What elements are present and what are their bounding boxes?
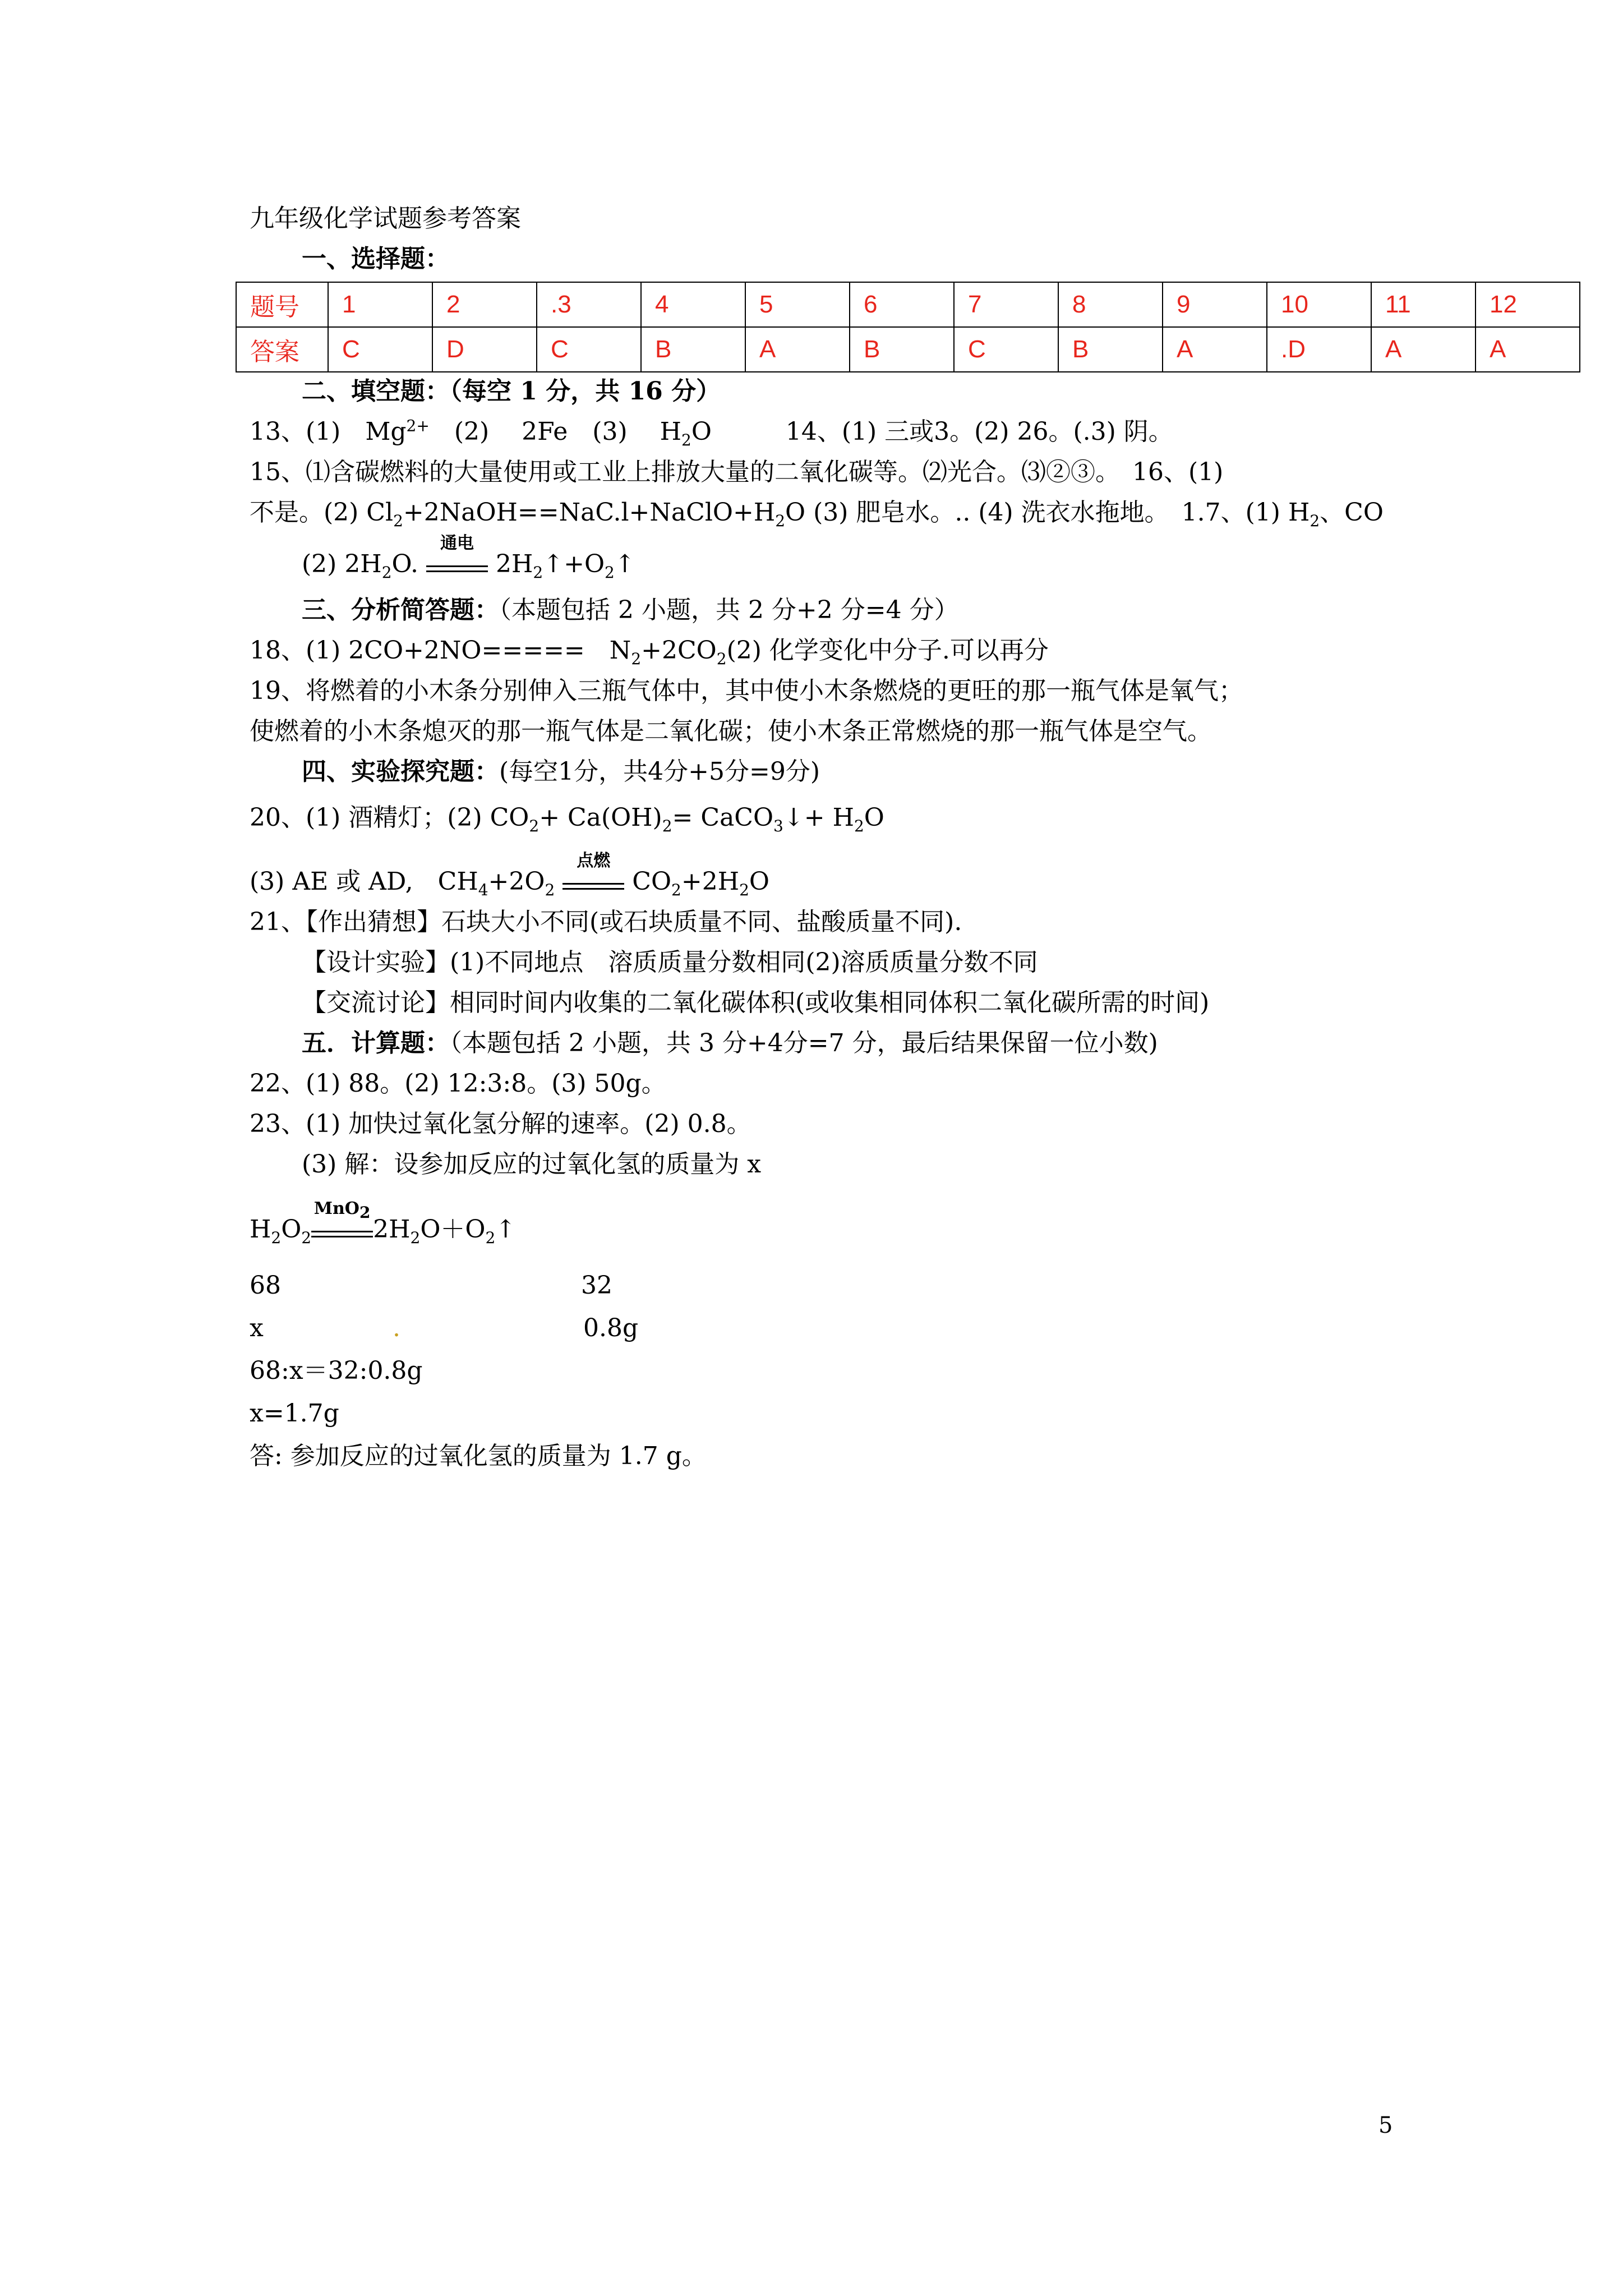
- calc-x: x: [250, 1314, 264, 1342]
- table-cell: D: [432, 327, 537, 372]
- answer-line-21b: 【设计实验】(1)不同地点 溶质质量分数相同(2)溶质质量分数不同: [302, 948, 1038, 977]
- table-answer-label: 答案: [236, 327, 328, 372]
- calc-ratio: 68:x＝32:0.8g: [250, 1356, 423, 1385]
- answer-line-18: 18、(1) 2CO+2NO===== $N_2+2CO_2(2)$ 化学变化中分子.可以再分: [250, 636, 1049, 668]
- table-cell: A: [745, 327, 850, 372]
- section-fill-heading: 二、填空题：（每空 1 分，共 16 分）: [302, 377, 721, 406]
- calc-mass-left: 68: [250, 1271, 281, 1300]
- answer-line-23b: (3) 解：设参加反应的过氧化氢的质量为 x: [302, 1150, 762, 1179]
- table-cell: 11: [1371, 282, 1476, 327]
- answer-table: [236, 282, 1580, 372]
- table-cell: 8: [1058, 282, 1163, 327]
- table-cell: B: [850, 327, 954, 372]
- table-cell: 2: [432, 282, 537, 327]
- table-cell: 6: [850, 282, 954, 327]
- table-row-answers: [236, 327, 1580, 372]
- answer-line-20b: (3) AE 或 AD, $CH_4+2O_2$ 点燃 $CO_2+2H_2O$: [250, 851, 769, 899]
- table-cell: B: [641, 327, 745, 372]
- table-header-label: 题号: [236, 282, 328, 327]
- reaction-condition: MnO$_2$: [311, 1223, 373, 1237]
- section-calc-heading: 五．计算题：（本题包括 2 小题，共 3 分+4分=7 分，最后结果保留一位小数): [302, 1029, 1158, 1057]
- answer-line-21a: 21、【作出猜想】石块大小不同(或石块质量不同、盐酸质量不同).: [250, 908, 962, 936]
- calc-result: x=1.7g: [250, 1399, 339, 1428]
- answer-line-23a: 23、(1) 加快过氧化氢分解的速率。(2) 0.8。: [250, 1110, 751, 1138]
- answer-line-19b: 使燃着的小木条熄灭的那一瓶气体是二氧化碳；使小木条正常燃烧的那一瓶气体是空气。: [250, 717, 1212, 746]
- table-cell: 12: [1476, 282, 1580, 327]
- table-row-numbers: [236, 282, 1580, 327]
- answer-line-16-17: 不是。(2) $Cl_2+2NaOH==NaC.l+NaClO+H_2O$ (3) 肥皂水。.. (4) 洗衣水拖地。 1.7、(1) $H_2$、CO: [250, 498, 1384, 530]
- table-cell: 7: [954, 282, 1058, 327]
- table-cell: A: [1476, 327, 1580, 372]
- answer-line-22: 22、(1) 88。(2) 12:3:8。(3) 50g。: [250, 1069, 666, 1098]
- answer-line-20a: 20、(1) 酒精灯；(2) $CO_2+ Ca(OH)_2=$ CaCO$_3$↓+ $H_2O$: [250, 803, 884, 835]
- answer-line-19a: 19、将燃着的小木条分别伸入三瓶气体中，其中使小木条燃烧的更旺的那一瓶气体是氧气；: [250, 677, 1243, 705]
- table-cell: B: [1058, 327, 1163, 372]
- table-cell: 1: [328, 282, 432, 327]
- table-cell: C: [537, 327, 641, 372]
- reaction-condition: 点燃: [562, 875, 624, 890]
- section-choice-heading: 一、选择题：: [302, 245, 450, 273]
- table-cell: 4: [641, 282, 745, 327]
- table-cell: .3: [537, 282, 641, 327]
- answer-line-13-14: 13、(1) $Mg^{2+}$ (2) 2Fe (3) $H_2O$ 14、(1) 三或3。(2) 26。(.3) 阴。: [250, 416, 1173, 449]
- table-cell: A: [1163, 327, 1267, 372]
- table-cell: 5: [745, 282, 850, 327]
- answer-line-15: 15、⑴含碳燃料的大量使用或工业上排放大量的二氧化碳等。⑵光合。⑶②③。 16、(1): [250, 458, 1224, 486]
- section-experiment-heading: 四、实验探究题：(每空1分，共4分+5分=9分): [302, 757, 820, 786]
- reaction-condition: 通电: [426, 558, 488, 572]
- table-cell: .D: [1267, 327, 1371, 372]
- decomposition-equation: $H_2O_2$ MnO$_2$ $2H_2O+O_2↑$: [250, 1199, 517, 1247]
- table-cell: 10: [1267, 282, 1371, 327]
- table-cell: A: [1371, 327, 1476, 372]
- table-cell: C: [328, 327, 432, 372]
- document-title: 九年级化学试题参考答案: [250, 204, 521, 233]
- calc-dot: .: [393, 1314, 400, 1342]
- answer-line-21c: 【交流讨论】相同时间内收集的二氧化碳体积(或收集相同体积二氧化碳所需的时间): [302, 988, 1210, 1017]
- calc-oxygen-mass: 0.8g: [583, 1314, 639, 1342]
- table-cell: C: [954, 327, 1058, 372]
- page-number: 5: [1378, 2113, 1393, 2138]
- table-cell: 9: [1163, 282, 1267, 327]
- final-answer: 答: 参加反应的过氧化氢的质量为 1.7 g。: [250, 1442, 707, 1470]
- answer-line-17-2: (2) $2H_2O$. 通电 $2H_2↑+O_2↑$: [302, 533, 635, 582]
- calc-mass-right: 32: [581, 1271, 612, 1300]
- section-analysis-heading: 三、分析简答题：（本题包括 2 小题，共 2 分+2 分=4 分）: [302, 596, 959, 624]
